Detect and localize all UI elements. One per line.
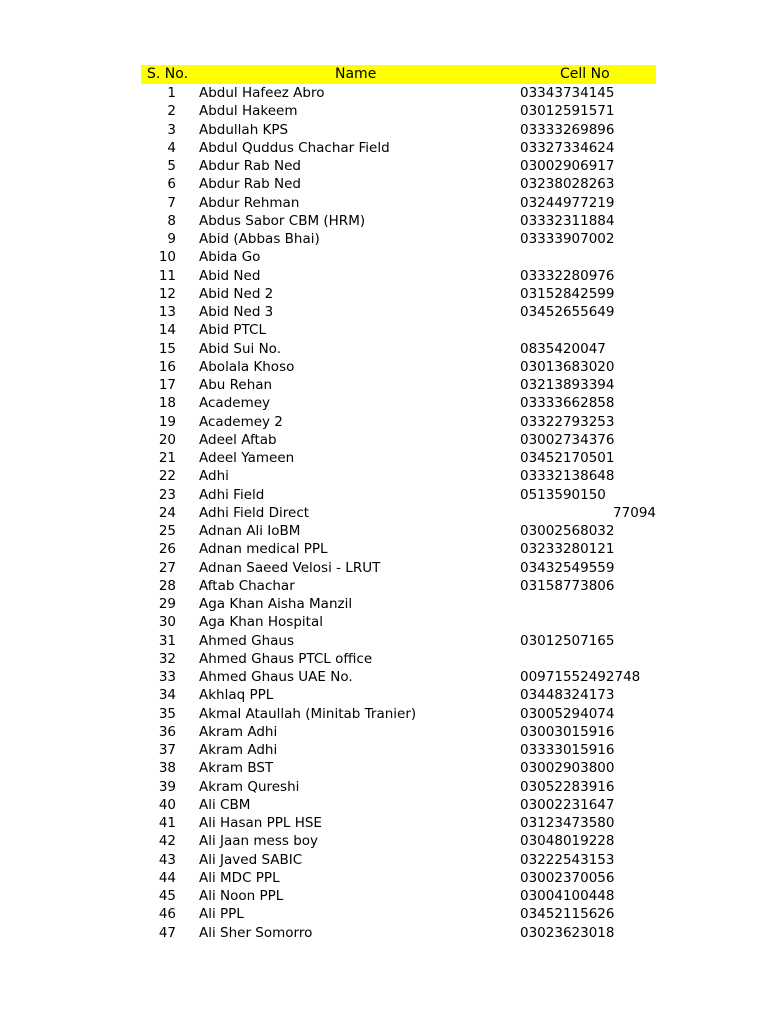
table-row [141, 796, 656, 814]
cell-number-cell: 03238028263 [520, 176, 615, 193]
cell-number-cell: 03452115626 [520, 906, 615, 923]
table-row [141, 486, 656, 504]
table-row [141, 504, 656, 522]
name-cell: Akhlaq PPL [199, 687, 274, 704]
name-cell: Akmal Ataullah (Minitab Tranier) [199, 705, 417, 722]
table-row [141, 230, 656, 248]
cell-number-cell: 03013683020 [520, 358, 615, 375]
cell-number-cell: 03244977219 [520, 194, 615, 211]
name-cell: Adnan Saeed Velosi - LRUT [199, 559, 381, 576]
cell-number-cell: 03448324173 [520, 687, 615, 704]
serial-number-cell: 17 [158, 377, 176, 393]
name-cell: Adeel Aftab [199, 431, 277, 448]
name-cell: Abid (Abbas Bhai) [199, 231, 320, 247]
serial-number-cell: 35 [158, 705, 176, 722]
serial-number-cell: 12 [158, 285, 176, 302]
name-cell: Ali Jaan mess boy [199, 833, 319, 850]
name-cell: Ali PPL [199, 906, 244, 923]
table-row [141, 413, 656, 431]
name-cell: Ali CBM [199, 796, 251, 813]
table-row [141, 376, 656, 394]
name-cell: Abdur Rab Ned [199, 176, 301, 193]
serial-number-cell: 32 [158, 650, 176, 667]
table-row [141, 723, 656, 741]
serial-number-cell: 1 [167, 85, 176, 101]
serial-number-cell: 14 [158, 322, 176, 339]
cell-number-cell: 03005294074 [520, 705, 615, 722]
cell-number-cell: 03158773806 [520, 577, 615, 594]
cell-number-cell: 03052283916 [520, 778, 615, 795]
name-cell: Abida Go [199, 249, 261, 266]
table-row [141, 194, 656, 212]
table-row [141, 632, 656, 650]
name-cell: Abdus Sabor CBM (HRM) [199, 212, 366, 229]
serial-number-cell: 28 [158, 577, 176, 594]
serial-number-cell: 7 [167, 194, 176, 211]
name-cell: Abid PTCL [199, 322, 266, 339]
table-row [141, 321, 656, 339]
serial-number-cell: 3 [167, 121, 176, 138]
name-cell: Akram Adhi [199, 742, 278, 758]
table-row [141, 522, 656, 540]
name-cell: Adeel Yameen [199, 450, 295, 466]
name-cell: Aga Khan Aisha Manzil [199, 596, 353, 612]
table-row [141, 595, 656, 613]
name-cell: Ali Sher Somorro [199, 924, 313, 941]
table-row [141, 869, 656, 887]
header-serial-number: S. No. [147, 66, 189, 82]
table-row [141, 540, 656, 558]
cell-number-cell: 03004100448 [520, 888, 615, 904]
serial-number-cell: 30 [158, 614, 176, 631]
serial-number-cell: 31 [158, 632, 176, 649]
serial-number-cell: 47 [158, 924, 176, 941]
table-row [141, 248, 656, 266]
table-row [141, 212, 656, 230]
cell-number-cell: 03233280121 [520, 541, 615, 558]
serial-number-cell: 21 [158, 450, 176, 466]
cell-number-cell: 03432549559 [520, 559, 615, 576]
name-cell: Adhi [199, 468, 229, 485]
name-cell: Akram Qureshi [199, 778, 300, 795]
name-cell: Abdullah KPS [199, 121, 289, 138]
table-row [141, 741, 656, 759]
table-row [141, 577, 656, 595]
cell-number-cell: 03123473580 [520, 815, 615, 831]
serial-number-cell: 45 [158, 888, 176, 904]
serial-number-cell: 8 [167, 212, 176, 229]
cell-number-cell: 03002906917 [520, 158, 615, 174]
table-row [141, 905, 656, 923]
cell-number-cell: 03023623018 [520, 924, 615, 941]
serial-number-cell: 38 [158, 760, 176, 777]
serial-number-cell: 40 [158, 796, 176, 813]
serial-number-cell: 15 [158, 340, 176, 357]
name-cell: Aftab Chachar [199, 577, 295, 594]
cell-number-cell: 03332311884 [520, 212, 615, 229]
name-cell: Academey [199, 395, 271, 412]
name-cell: Ahmed Ghaus [199, 632, 294, 649]
cell-number-cell: 03048019228 [520, 833, 615, 850]
serial-number-cell: 37 [158, 742, 176, 758]
serial-number-cell: 22 [158, 468, 176, 485]
name-cell: Akram BST [199, 760, 274, 777]
serial-number-cell: 10 [158, 249, 176, 266]
cell-number-cell: 03152842599 [520, 285, 615, 302]
serial-number-cell: 11 [158, 267, 176, 284]
serial-number-cell: 5 [167, 158, 176, 174]
cell-number-cell: 03003015916 [520, 723, 615, 740]
table-row [141, 303, 656, 321]
table-row [141, 467, 656, 485]
serial-number-cell: 16 [158, 358, 176, 375]
table-row [141, 431, 656, 449]
table-row [141, 613, 656, 631]
cell-number-cell: 0835420047 [520, 340, 606, 357]
header-name: Name [335, 66, 377, 82]
name-cell: Abid Ned [199, 267, 261, 284]
name-cell: Academey 2 [199, 413, 283, 430]
table-row [141, 814, 656, 832]
table-row [141, 340, 656, 358]
serial-number-cell: 24 [158, 504, 176, 521]
table-row [141, 887, 656, 905]
serial-number-cell: 4 [167, 139, 176, 156]
serial-number-cell: 36 [158, 723, 176, 740]
cell-number-cell: 03012591571 [520, 103, 615, 120]
cell-number-cell: 03012507165 [520, 632, 615, 649]
name-cell: Abdul Hakeem [199, 103, 298, 120]
table-row [141, 157, 656, 175]
name-cell: Abdul Quddus Chachar Field [199, 139, 390, 156]
table-row [141, 121, 656, 139]
serial-number-cell: 41 [158, 815, 176, 831]
table-row [141, 778, 656, 796]
serial-number-cell: 9 [167, 231, 176, 247]
serial-number-cell: 19 [158, 413, 176, 430]
table-row [141, 832, 656, 850]
name-cell: Abdur Rehman [199, 194, 300, 211]
serial-number-cell: 18 [158, 395, 176, 412]
table-row [141, 449, 656, 467]
contact-rows [141, 84, 656, 942]
table-row [141, 851, 656, 869]
name-cell: Aga Khan Hospital [199, 614, 323, 631]
serial-number-cell: 42 [158, 833, 176, 850]
serial-number-cell: 34 [158, 687, 176, 704]
cell-number-cell: 03002370056 [520, 869, 615, 886]
name-cell: Adhi Field Direct [199, 504, 310, 521]
serial-number-cell: 44 [158, 869, 176, 886]
cell-number-cell: 03002231647 [520, 796, 615, 813]
cell-number-cell: 03333662858 [520, 395, 615, 412]
table-row [141, 358, 656, 376]
table-row [141, 139, 656, 157]
table-row [141, 650, 656, 668]
name-cell: Abdur Rab Ned [199, 158, 301, 174]
serial-number-cell: 23 [158, 486, 176, 503]
table-row [141, 84, 656, 102]
cell-number-cell: 03213893394 [520, 377, 615, 393]
serial-number-cell: 26 [158, 541, 176, 558]
header-row [141, 65, 656, 84]
table-row [141, 394, 656, 412]
cell-number-cell: 03002568032 [520, 523, 615, 539]
cell-number-cell: 03452655649 [520, 304, 615, 320]
cell-number-cell: 03452170501 [520, 450, 615, 466]
name-cell: Abdul Hafeez Abro [199, 85, 325, 101]
table-row [141, 924, 656, 942]
table-row [141, 686, 656, 704]
cell-number-cell: 03002734376 [520, 431, 615, 448]
name-cell: Adhi Field [199, 486, 265, 503]
serial-number-cell: 29 [158, 596, 176, 612]
cell-number-cell: 03322793253 [520, 413, 615, 430]
table-row [141, 267, 656, 285]
table-row [141, 102, 656, 120]
cell-number-cell: 03222543153 [520, 851, 615, 868]
name-cell: Ali Noon PPL [199, 888, 284, 904]
cell-number-cell: 03327334624 [520, 139, 615, 156]
name-cell: Adnan medical PPL [199, 541, 328, 558]
name-cell: Ahmed Ghaus UAE No. [199, 669, 353, 685]
table-row [141, 285, 656, 303]
cell-number-cell: 03332138648 [520, 468, 615, 485]
table-row [141, 559, 656, 577]
table-row [141, 759, 656, 777]
cell-number-cell: 77094 [613, 504, 656, 521]
serial-number-cell: 43 [158, 851, 176, 868]
name-cell: Ali MDC PPL [199, 869, 280, 886]
serial-number-cell: 46 [158, 906, 176, 923]
serial-number-cell: 6 [167, 176, 176, 193]
cell-number-cell: 03002903800 [520, 760, 615, 777]
header-cell-number: Cell No [560, 66, 610, 82]
serial-number-cell: 20 [158, 431, 176, 448]
cell-number-cell: 00971552492748 [520, 669, 641, 685]
name-cell: Akram Adhi [199, 723, 278, 740]
name-cell: Abid Ned 3 [199, 304, 274, 320]
serial-number-cell: 27 [158, 559, 176, 576]
name-cell: Ahmed Ghaus PTCL office [199, 650, 373, 667]
cell-number-cell: 03333907002 [520, 231, 615, 247]
cell-number-cell: 03343734145 [520, 85, 615, 101]
name-cell: Adnan Ali IoBM [199, 523, 301, 539]
serial-number-cell: 2 [167, 103, 176, 120]
name-cell: Abid Ned 2 [199, 285, 274, 302]
table-row [141, 668, 656, 686]
name-cell: Abolala Khoso [199, 358, 295, 375]
name-cell: Ali Hasan PPL HSE [199, 815, 322, 831]
serial-number-cell: 39 [158, 778, 176, 795]
serial-number-cell: 13 [158, 304, 176, 320]
name-cell: Abu Rehan [199, 377, 273, 393]
cell-number-cell: 03333269896 [520, 121, 615, 138]
table-row [141, 175, 656, 193]
cell-number-cell: 03332280976 [520, 267, 615, 284]
serial-number-cell: 33 [158, 669, 176, 685]
serial-number-cell: 25 [158, 523, 176, 539]
table-row [141, 705, 656, 723]
cell-number-cell: 0513590150 [520, 486, 606, 503]
name-cell: Ali Javed SABIC [199, 851, 303, 868]
cell-number-cell: 03333015916 [520, 742, 615, 758]
name-cell: Abid Sui No. [199, 340, 281, 357]
contact-sheet [141, 65, 656, 942]
